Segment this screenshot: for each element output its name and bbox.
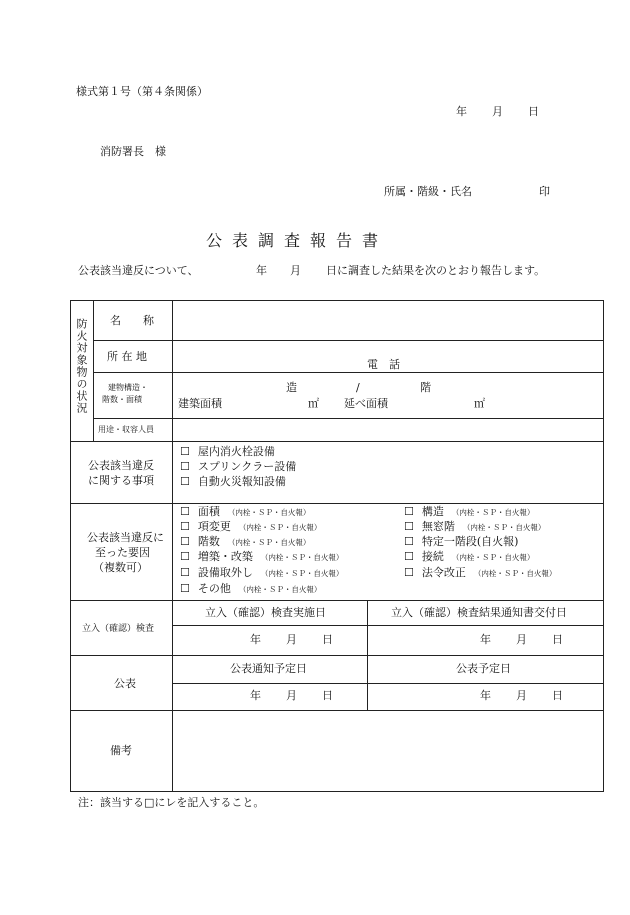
- notice-date-day: 日: [552, 633, 563, 646]
- intro-year: 年: [256, 264, 267, 277]
- checkbox-icon[interactable]: ☐: [180, 460, 190, 473]
- cause-extension[interactable]: ☐ 増築・改築 （内栓・ＳＰ・自火報）: [180, 550, 344, 563]
- violation-option-sprinkler[interactable]: ☐ スプリンクラー設備: [180, 460, 297, 473]
- publication-notice-header: 公表通知予定日: [230, 662, 307, 675]
- pub-notice-month: 月: [286, 689, 297, 702]
- addressee: 消防署長 様: [100, 145, 166, 158]
- building-area-unit: ㎡: [308, 397, 319, 410]
- checkbox-icon[interactable]: ☐: [404, 535, 414, 548]
- name-label: 名 称: [110, 314, 154, 327]
- structure-slash: /: [356, 381, 360, 394]
- checkbox-icon[interactable]: ☐: [404, 566, 414, 579]
- location-label: 所 在 地: [107, 350, 147, 363]
- floor-area-label: 延べ面積: [344, 397, 388, 410]
- pub-date-year: 年: [480, 689, 491, 702]
- cause-floors[interactable]: ☐ 階数 （内栓・ＳＰ・自火報）: [180, 535, 311, 548]
- header-year: 年: [456, 105, 467, 118]
- intro-prefix: 公表該当違反について、: [78, 264, 199, 277]
- structure-type: 造: [286, 381, 297, 394]
- seal-mark: 印: [539, 185, 550, 198]
- pub-date-day: 日: [552, 689, 563, 702]
- intro-suffix: 日に調査した結果を次のとおり報告します。: [326, 264, 546, 277]
- structure-label-1: 建物構造・: [108, 383, 148, 392]
- remarks-label: 備考: [110, 744, 132, 757]
- publication-date-header: 公表予定日: [456, 662, 511, 675]
- form-number: 様式第１号（第４条関係）: [76, 85, 208, 98]
- target-section-label: 防火対象物の状況: [75, 318, 88, 414]
- checkbox-icon[interactable]: ☐: [180, 550, 190, 563]
- cause-use-change[interactable]: ☐ 項変更 （内栓・ＳＰ・自火報）: [180, 520, 322, 533]
- cause-law-revision[interactable]: ☐ 法令改正 （内栓・ＳＰ・自火報）: [404, 566, 557, 579]
- phone-label: 電 話: [367, 358, 400, 371]
- cause-equipment-removal[interactable]: ☐ 設備取外し （内栓・ＳＰ・自火報）: [180, 566, 344, 579]
- checkbox-icon[interactable]: ☐: [180, 566, 190, 579]
- checkbox-icon[interactable]: ☐: [180, 505, 190, 518]
- checkbox-icon[interactable]: ☐: [180, 445, 190, 458]
- checkbox-icon[interactable]: ☐: [180, 582, 190, 595]
- causes-label-3: （複数可）: [93, 561, 148, 574]
- building-area-label: 建築面積: [178, 397, 222, 410]
- violation-label-2: に関する事項: [88, 474, 154, 487]
- violation-label-1: 公表該当違反: [88, 459, 154, 472]
- inspection-date-header: 立入（確認）検査実施日: [205, 606, 326, 619]
- cause-area[interactable]: ☐ 面積 （内栓・ＳＰ・自火報）: [180, 505, 311, 518]
- pub-notice-day: 日: [322, 689, 333, 702]
- cause-windowless-floor[interactable]: ☐ 無窓階 （内栓・ＳＰ・自火報）: [404, 520, 546, 533]
- checkbox-icon[interactable]: ☐: [180, 475, 190, 488]
- document-title: 公表調査報告書: [206, 231, 389, 250]
- use-capacity-label: 用途・収容人員: [98, 425, 154, 434]
- checkbox-icon[interactable]: ☐: [404, 520, 414, 533]
- footer-note: 注：該当する□にレを記入すること。: [78, 796, 265, 809]
- violation-option-fire-alarm[interactable]: ☐ 自動火災報知設備: [180, 475, 286, 488]
- floor-area-unit: ㎡: [474, 397, 485, 410]
- inspection-date-day: 日: [322, 633, 333, 646]
- structure-label-2: 階数・面積: [102, 395, 142, 404]
- inspection-date-month: 月: [286, 633, 297, 646]
- checkbox-icon[interactable]: ☐: [404, 505, 414, 518]
- header-month: 月: [492, 105, 503, 118]
- publication-label: 公表: [114, 677, 136, 690]
- pub-notice-year: 年: [250, 689, 261, 702]
- inspection-date-year: 年: [250, 633, 261, 646]
- intro-month: 月: [290, 264, 301, 277]
- checkbox-icon[interactable]: ☐: [180, 535, 190, 548]
- violation-option-hydrant[interactable]: ☐ 屋内消火栓設備: [180, 445, 275, 458]
- cause-other[interactable]: ☐ その他 （内栓・ＳＰ・自火報）: [180, 582, 322, 595]
- floors-label: 階: [420, 381, 431, 394]
- inspection-label: 立入（確認）検査: [82, 624, 155, 634]
- notice-date-month: 月: [516, 633, 527, 646]
- checkbox-icon[interactable]: ☐: [180, 520, 190, 533]
- inspection-notice-header: 立入（確認）検査結果通知書交付日: [391, 606, 567, 619]
- cause-structure[interactable]: ☐ 構造 （内栓・ＳＰ・自火報）: [404, 505, 535, 518]
- header-day: 日: [528, 105, 539, 118]
- pub-date-month: 月: [516, 689, 527, 702]
- reporter-label: 所属・階級・氏名: [384, 185, 472, 198]
- causes-label-1: 公表該当違反に: [87, 531, 164, 544]
- cause-connection[interactable]: ☐ 接続 （内栓・ＳＰ・自火報）: [404, 550, 535, 563]
- checkbox-icon[interactable]: ☐: [404, 550, 414, 563]
- cause-single-staircase[interactable]: ☐ 特定一階段(自火報): [404, 535, 519, 548]
- causes-label-2: 至った要因: [95, 546, 150, 559]
- notice-date-year: 年: [480, 633, 491, 646]
